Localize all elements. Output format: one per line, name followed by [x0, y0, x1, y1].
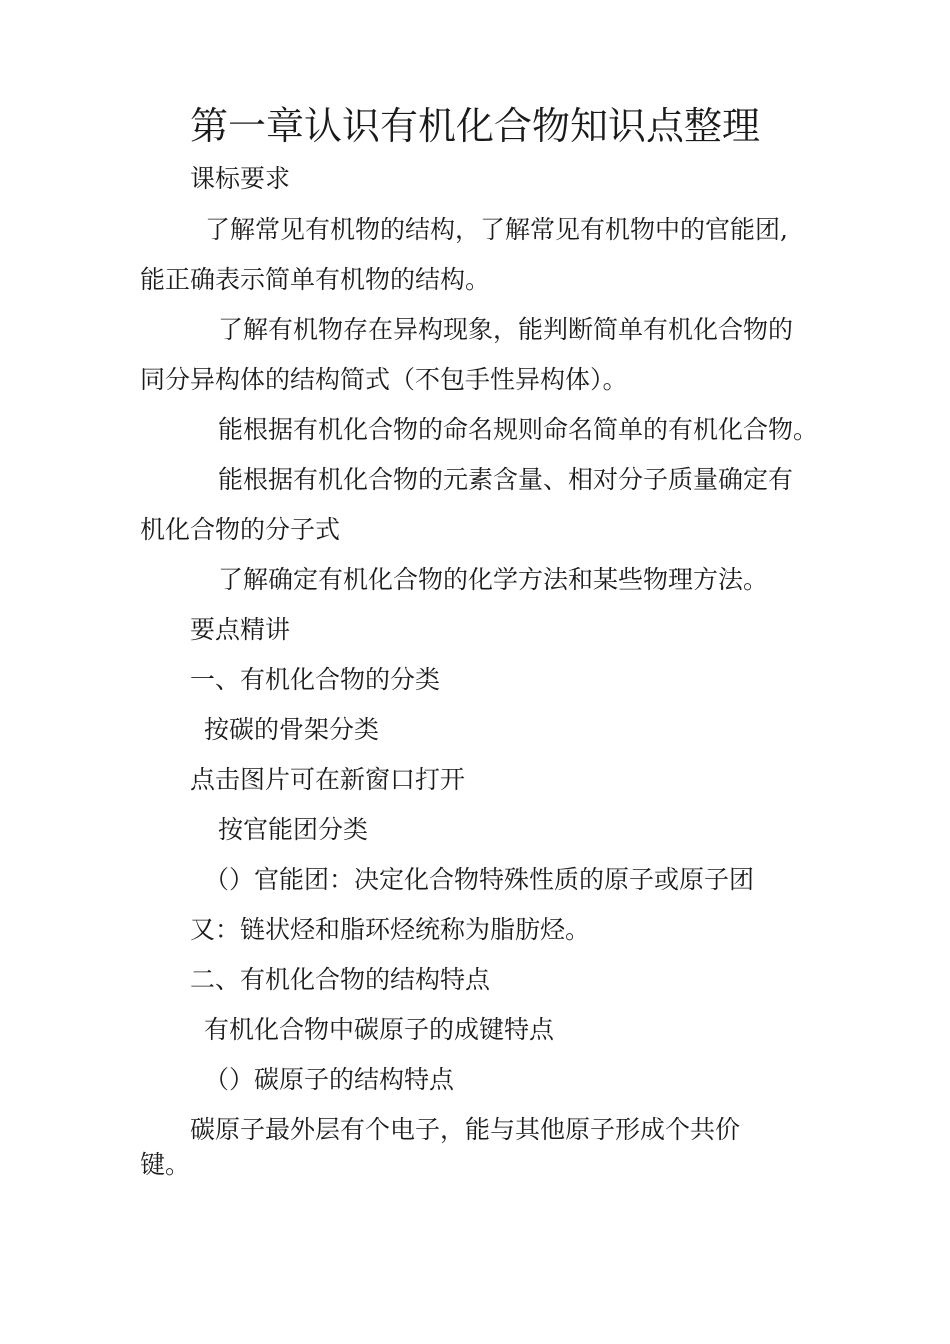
text-line-21: 键。: [140, 1150, 191, 1179]
text-line-13: 点击图片可在新窗口打开: [190, 765, 466, 794]
text-line-18: 有机化合物中碳原子的成键特点: [204, 1015, 555, 1044]
text-line-6: 能根据有机化合物的命名规则命名简单的有机化合物。: [218, 415, 819, 444]
text-line-1: 课标要求: [190, 164, 291, 193]
text-line-3: 能正确表示简单有机物的结构。: [140, 265, 491, 294]
text-line-16: 又：链状烃和脂环烃统称为脂肪烃。: [190, 915, 591, 944]
text-line-14: 按官能团分类: [218, 815, 369, 844]
text-line-8: 机化合物的分子式: [140, 515, 341, 544]
text-line-20: 碳原子最外层有个电子，能与其他原子形成个共价: [190, 1115, 741, 1144]
text-line-4: 了解有机物存在异构现象，能判断简单有机化合物的: [218, 315, 794, 344]
text-line-17: 二、有机化合物的结构特点: [190, 965, 491, 994]
text-line-11: 一、有机化合物的分类: [190, 665, 441, 694]
text-line-9: 了解确定有机化合物的化学方法和某些物理方法。: [218, 565, 769, 594]
text-line-12: 按碳的骨架分类: [204, 715, 380, 744]
text-line-10: 要点精讲: [190, 615, 291, 644]
text-line-5: 同分异构体的结构简式（不包手性异构体）。: [140, 365, 628, 394]
text-line-7: 能根据有机化合物的元素含量、相对分子质量确定有: [218, 465, 794, 494]
page-title: 第一章认识有机化合物知识点整理: [190, 104, 761, 148]
text-line-15: （）官能团：决定化合物特殊性质的原子或原子团: [204, 865, 755, 894]
text-line-2: 了解常见有机物的结构，了解常见有机物中的官能团,: [205, 215, 788, 244]
text-line-19: （）碳原子的结构特点: [204, 1065, 455, 1094]
